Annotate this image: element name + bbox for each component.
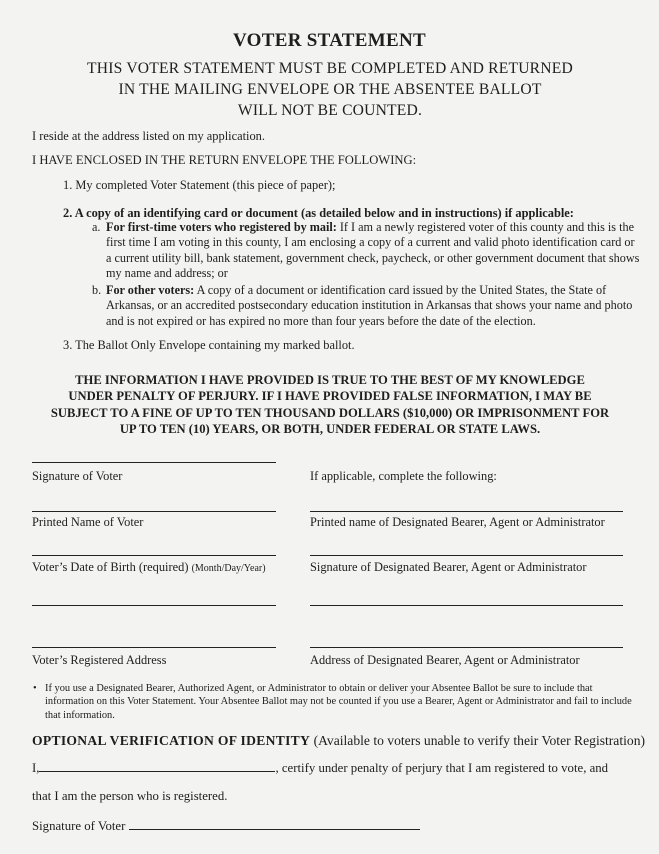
certify-line-2: that I am the person who is registered. bbox=[32, 789, 228, 803]
item-2a-marker: a. bbox=[92, 220, 101, 234]
voter-address-line-2[interactable] bbox=[32, 647, 276, 648]
voter-dob-hint: (Month/Day/Year) bbox=[191, 563, 266, 574]
warning-line-2: IN THE MAILING ENVELOPE OR THE ABSENTEE BALLOT bbox=[118, 81, 542, 98]
enclosed-item-1: 1. My completed Voter Statement (this piece of paper); bbox=[63, 178, 336, 192]
optional-signature-label: Signature of Voter bbox=[32, 819, 126, 833]
bullet-dot-icon: • bbox=[33, 683, 37, 694]
voter-address-label: Voter’s Registered Address bbox=[32, 653, 167, 667]
residence-statement: I reside at the address listed on my application. bbox=[32, 129, 265, 143]
optional-verification-heading bbox=[32, 733, 645, 749]
certify-statement bbox=[32, 760, 608, 776]
voter-dob-label bbox=[32, 560, 266, 575]
item-2a-text: If I am a newly registered voter of this county and this is the first time I am voting in this county, I am enclosing a copy of a current and valid photo identification card or a current utility bill, bank statement, government check, paycheck, or other government document that shows my name and address; or bbox=[106, 220, 640, 280]
item-2b-text: A copy of a document or identification card issued by the United States, the State of Arkansas, or an accredited postsecondary education institution in Arkansas that shows your name and photo and is not expired or has expired no more than four years before the date of the election. bbox=[106, 283, 633, 328]
perjury-line-4: UP TO TEN (10) YEARS, OR BOTH, UNDER FEDERAL OR STATE LAWS. bbox=[119, 421, 541, 436]
enclosed-heading: I HAVE ENCLOSED IN THE RETURN ENVELOPE THE FOLLOWING: bbox=[32, 153, 417, 167]
voter-signature-label: Signature of Voter bbox=[32, 469, 123, 483]
perjury-statement bbox=[28, 372, 632, 437]
enclosed-item-3: 3. The Ballot Only Envelope containing my marked ballot. bbox=[63, 338, 355, 352]
bearer-address-line-1[interactable] bbox=[310, 605, 623, 606]
perjury-line-3: SUBJECT TO A FINE OF UP TO TEN THOUSAND DOLLARS ($10,000) OR IMPRISONMENT FOR bbox=[50, 405, 610, 420]
enclosed-item-2a bbox=[92, 220, 640, 281]
bearer-printed-name-label: Printed name of Designated Bearer, Agent or Administrator bbox=[310, 515, 605, 529]
optional-heading: OPTIONAL VERIFICATION OF IDENTITY bbox=[32, 733, 311, 748]
bearer-address-label: Address of Designated Bearer, Agent or Administrator bbox=[310, 653, 580, 667]
enclosed-item-2b bbox=[92, 283, 640, 329]
optional-subheading: (Available to voters unable to verify their Voter Registration) bbox=[310, 733, 646, 748]
if-applicable-label: If applicable, complete the following: bbox=[310, 469, 497, 483]
certify-prefix: I, bbox=[32, 761, 40, 775]
voter-address-line-1[interactable] bbox=[32, 605, 276, 606]
enclosed-item-2 bbox=[63, 206, 643, 221]
enclosed-item-2-text: 2. A copy of an identifying card or document (as detailed below and in instructions) if applicable: bbox=[63, 206, 574, 220]
certify-name-field[interactable] bbox=[39, 760, 275, 772]
item-2b-marker: b. bbox=[92, 283, 102, 297]
voter-dob-line[interactable] bbox=[32, 555, 276, 556]
optional-signature-field[interactable] bbox=[129, 818, 420, 830]
bearer-signature-label: Signature of Designated Bearer, Agent or Administrator bbox=[310, 560, 587, 574]
certify-suffix: , certify under penalty of perjury that I am registered to vote, and bbox=[275, 761, 609, 775]
warning-line-1: THIS VOTER STATEMENT MUST BE COMPLETED AND RETURNED bbox=[87, 60, 573, 77]
voter-printed-name-line[interactable] bbox=[32, 511, 276, 512]
document-title: VOTER STATEMENT bbox=[233, 30, 426, 51]
return-warning bbox=[60, 58, 600, 121]
warning-line-3: WILL NOT BE COUNTED. bbox=[237, 102, 423, 119]
bearer-address-line-2[interactable] bbox=[310, 647, 623, 648]
perjury-line-2: UNDER PENALTY OF PERJURY. IF I HAVE PROVIDED FALSE INFORMATION, I MAY BE bbox=[68, 389, 592, 404]
bearer-printed-name-line[interactable] bbox=[310, 511, 623, 512]
bearer-note-text: If you use a Designated Bearer, Authorized Agent, or Administrator to obtain or deliver your Absentee Ballot be sure to include that information on this Voter Statement. Your Absentee Ballot may not be counted if you use a Bearer, Agent or Administrator and fail to include that information. bbox=[45, 683, 632, 721]
optional-signature bbox=[32, 818, 420, 834]
perjury-line-1: THE INFORMATION I HAVE PROVIDED IS TRUE TO THE BEST OF MY KNOWLEDGE bbox=[75, 373, 585, 387]
voter-dob-text: Voter’s Date of Birth (required) bbox=[32, 560, 189, 574]
voter-signature-line[interactable] bbox=[32, 462, 276, 463]
bearer-signature-line[interactable] bbox=[310, 555, 623, 556]
voter-printed-name-label: Printed Name of Voter bbox=[32, 515, 144, 529]
item-2a-label: For first-time voters who registered by mail: bbox=[106, 220, 337, 234]
item-2b-label: For other voters: bbox=[106, 283, 195, 297]
